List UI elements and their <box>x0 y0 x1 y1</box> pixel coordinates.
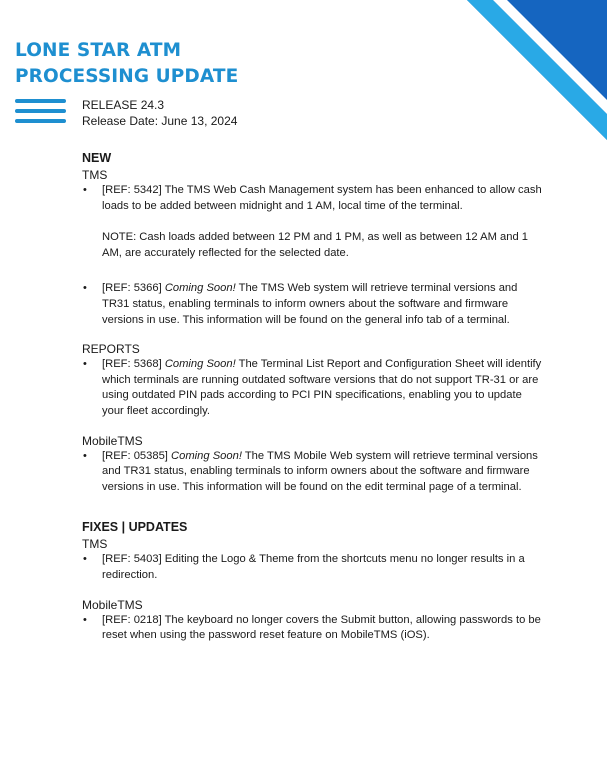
item-ref: [REF: 5366] <box>102 282 162 295</box>
new-mobiletms-list <box>82 449 542 496</box>
fixes-mobiletms-heading: MobileTMS <box>82 597 143 612</box>
item-text: The Terminal List Report and Configuration Sheet will identify which terminals are running outdated software versions that do not support TR-31 or are using outdated PIN pads according to PCI PIN specifications, enabling you to update your fleet accordingly. <box>102 358 542 417</box>
list-item <box>82 281 542 328</box>
reports-heading: REPORTS <box>82 342 140 357</box>
item-text: The TMS Mobile Web system will retrieve terminal versions and TR31 status, enabling terminals to inform owners about the software and firmware versions in use. This information will be found on the edit terminal page of a terminal. <box>102 449 538 493</box>
item-ref: [REF: 5368] <box>102 358 162 371</box>
coming-soon-label: Coming Soon! <box>171 449 242 462</box>
title-line-2: PROCESSING UPDATE <box>15 66 239 87</box>
item-ref: [REF: 05385] <box>102 449 168 462</box>
coming-soon-label: Coming Soon! <box>164 358 236 371</box>
bullet-icon: • <box>83 449 87 462</box>
new-tms-list <box>82 183 542 328</box>
new-section-title: NEW <box>82 151 112 165</box>
bullet-icon: • <box>83 613 87 626</box>
release-date: Release Date: June 13, 2024 <box>82 114 238 128</box>
corner-decoration <box>467 0 607 140</box>
list-item <box>82 552 542 583</box>
item-text: The TMS Web system will retrieve terminal versions and TR31 status, enabling terminals to inform owners about the software and firmware versions in use. This information will be found on the general info tab of a terminal. <box>102 282 518 326</box>
release-notes <box>82 150 542 644</box>
list-item <box>82 613 542 644</box>
reports-list <box>82 357 542 419</box>
bullet-icon: • <box>83 184 87 196</box>
bullet-icon: • <box>83 282 87 295</box>
title-line-1: LONE STAR ATM <box>15 40 182 61</box>
release-number: RELEASE 24.3 <box>82 98 165 112</box>
bullet-icon: • <box>83 358 87 371</box>
coming-soon-label: Coming Soon! <box>164 282 236 295</box>
item-text: [REF: 0218] The keyboard no longer covers the Submit button, allowing passwords to be reset when using the password reset feature on MobileTMS (iOS). <box>102 613 541 642</box>
fixes-mobiletms-list <box>82 613 542 644</box>
item-text: [REF: 5403] Editing the Logo & Theme from the shortcuts menu no longer results in a redirection. <box>102 553 525 581</box>
list-item <box>82 183 542 261</box>
fixes-tms-list <box>82 552 542 583</box>
release-info <box>82 97 237 129</box>
hamburger-lines-icon <box>15 99 66 123</box>
new-tms-heading: TMS <box>82 168 108 182</box>
bullet-icon: • <box>83 553 87 566</box>
list-item <box>82 357 542 419</box>
list-item <box>82 449 542 496</box>
new-mobiletms-heading: MobileTMS <box>82 433 143 448</box>
fixes-section-title: FIXES | UPDATES <box>82 520 188 535</box>
fixes-tms-heading: TMS <box>82 537 108 552</box>
document-title <box>15 38 238 90</box>
item-note: NOTE: Cash loads added between 12 PM and 1 PM, as well as between 12 AM and 1 AM, are accurately reflected for the selected date. <box>102 231 528 259</box>
item-text: [REF: 5342] The TMS Web Cash Management system has been enhanced to allow cash loads to be added between midnight and 1 AM, local time of the terminal. <box>102 184 542 212</box>
